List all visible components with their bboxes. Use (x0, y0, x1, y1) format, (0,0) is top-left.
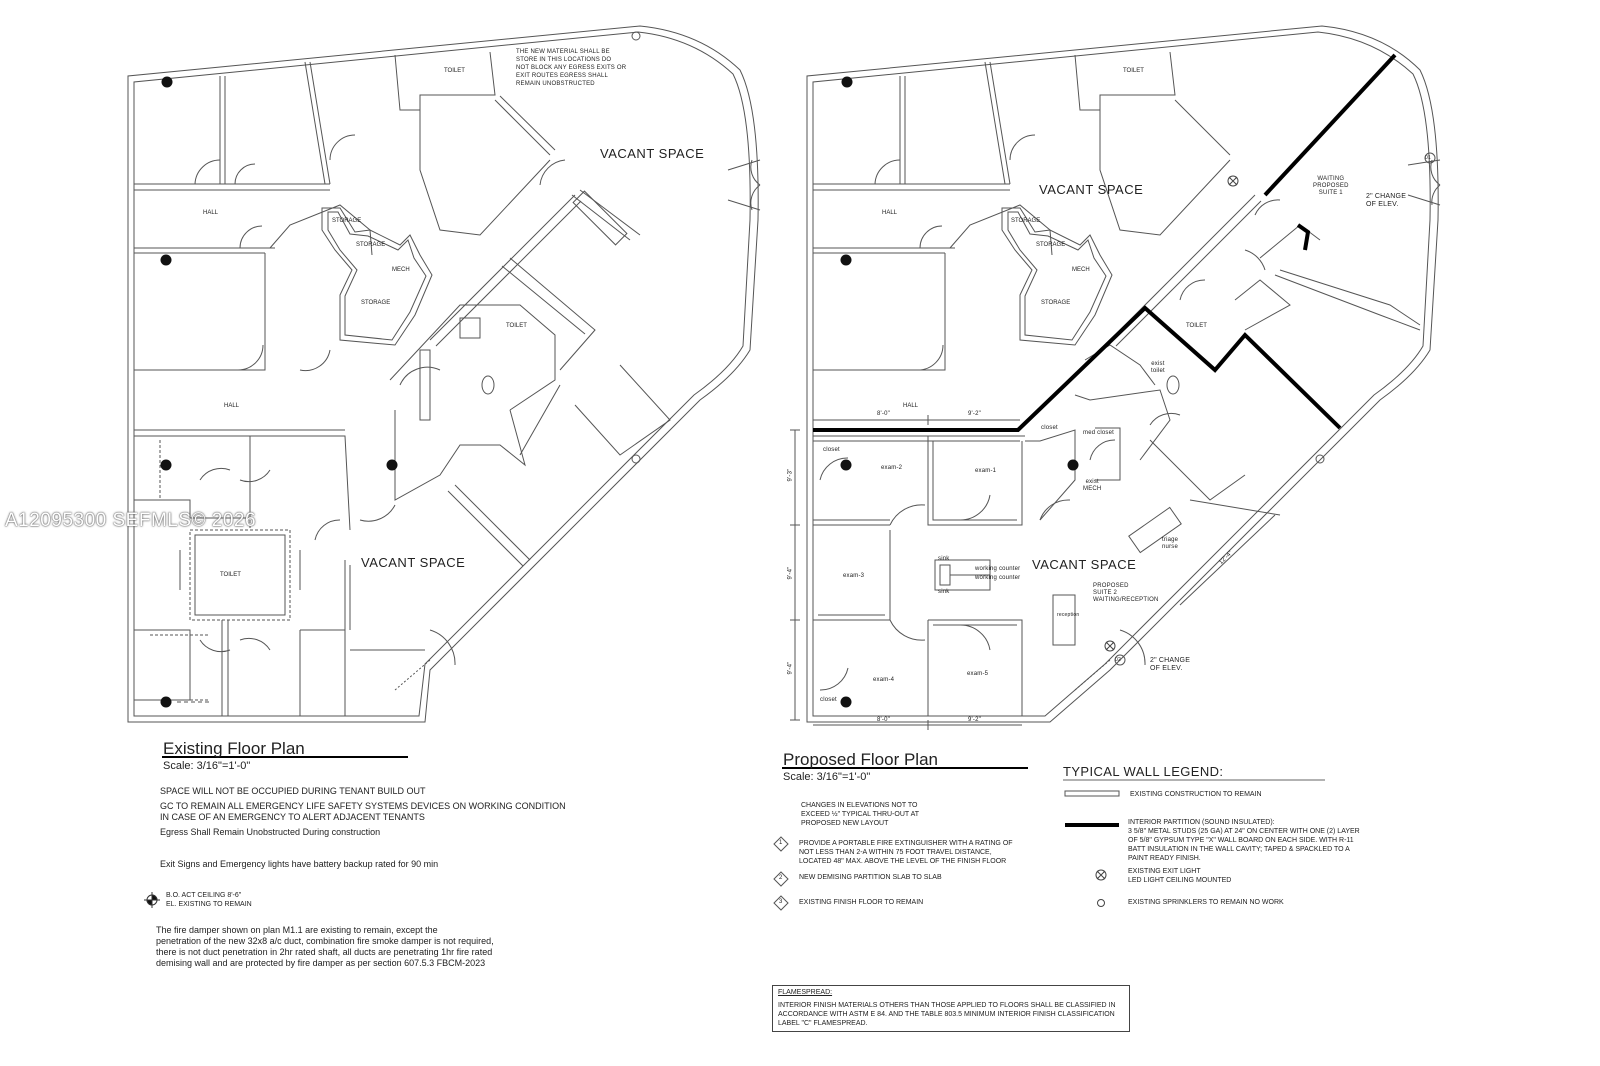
suite-2-line: SUITE 2 (1093, 590, 1118, 596)
existing-hall-label: HALL (203, 210, 219, 216)
ceiling-height-symbol (144, 892, 160, 908)
mark-02: 02 (1115, 657, 1121, 663)
existing-note-exit-signs: Exit Signs and Emergency lights have battery backup rated for 90 min (160, 859, 439, 869)
keyed-note-number: 3 (779, 899, 783, 905)
elev-change-note-1 (1366, 193, 1406, 209)
proposed-storage-label: STORAGE (1036, 242, 1066, 248)
legend-swatches (1065, 791, 1119, 907)
mark-01: 01 (1425, 155, 1431, 161)
keyed-note-3: EXISTING FINISH FLOOR TO REMAIN (799, 899, 924, 906)
material-note-line: THE NEW MATERIAL SHALL BE (516, 49, 610, 55)
exam-5-label: exam-5 (967, 671, 989, 677)
suite-2-line: WAITING/RECEPTION (1093, 597, 1159, 603)
existing-vacant-space-top: VACANT SPACE (600, 146, 705, 161)
dim-side-2: 9'-4" (787, 566, 794, 580)
legend-sprinklers: EXISTING SPRINKLERS TO REMAIN NO WORK (1128, 899, 1284, 906)
dim-diagonal: 12'-4" (1218, 550, 1235, 566)
existing-notes (160, 786, 566, 838)
exam-4-label: exam-4 (873, 677, 895, 683)
suite-1-label (1313, 176, 1349, 197)
suite-1-line: PROPOSED (1313, 183, 1349, 189)
legend-existing-wall: EXISTING CONSTRUCTION TO REMAIN (1130, 791, 1262, 798)
legend-partition-line: OF 5/8" GYPSUM TYPE "X" WALL BOARD ON EACH SIDE. WITH R-11 (1128, 837, 1354, 844)
exam-2-label: exam-2 (881, 465, 903, 471)
exam-3-label: exam-3 (843, 573, 865, 579)
closet-label: closet (823, 447, 840, 453)
existing-storage-label: STORAGE (356, 242, 386, 248)
existing-toilet-label: TOILET (506, 323, 527, 329)
exist-mech-line: MECH (1083, 486, 1102, 492)
keyed-note-2: NEW DEMISING PARTITION SLAB TO SLAB (799, 874, 942, 881)
existing-vacant-space-bottom: VACANT SPACE (361, 555, 466, 570)
exist-toilet-line: exist (1151, 361, 1165, 367)
closet-label: closet (820, 697, 837, 703)
dim-bottom-right: 9'-2" (968, 717, 981, 723)
exist-toilet-line: toilet (1151, 368, 1165, 374)
dim-top-left: 8'-0" (877, 411, 890, 417)
legend-exit-light (1128, 867, 1231, 885)
existing-plan-scale: Scale: 3/16"=1'-0" (163, 760, 251, 772)
dim-side-1: 9'-3" (787, 468, 794, 482)
legend-partition-line: PAINT READY FINISH. (1128, 855, 1201, 862)
keyed-note-number: 2 (779, 875, 783, 881)
proposed-storage-label: STORAGE (1041, 300, 1071, 306)
elev-note-line: 2" CHANGE (1150, 657, 1191, 664)
flamespread-line: LABEL "C" FLAMESPREAD. (778, 1020, 868, 1027)
existing-toilet-label: TOILET (444, 68, 465, 74)
sink-label: sink (938, 589, 950, 595)
legend-exit-line: EXISTING EXIT LIGHT (1128, 868, 1201, 875)
exist-mech-line: exist (1085, 479, 1099, 485)
existing-plan-title: Existing Floor Plan (163, 739, 305, 758)
suite-2-label (1093, 583, 1159, 604)
proposed-hall-label: HALL (882, 210, 898, 216)
proposed-storage-label: STORAGE (1011, 218, 1041, 224)
elev-note-line: OF ELEV. (1150, 665, 1183, 672)
damper-note-line: The fire damper shown on plan M1.1 are existing to remain, except the (156, 925, 438, 935)
dim-top-right: 9'-2" (968, 411, 981, 417)
ceiling-note (166, 891, 252, 909)
med-closet-label: med closet (1083, 430, 1115, 436)
keyed-note-line: NOT LESS THAN 2-A WITHIN 75 FOOT TRAVEL DISTANCE, (799, 849, 992, 856)
working-counter-label: working counter (975, 575, 1021, 581)
exam-1-label: exam-1 (975, 468, 997, 474)
damper-note-line: there is not duct penetration in 2hr rated shaft, all ducts are penetrating 1hr fire rated (156, 947, 493, 957)
legend-partition-line: BATT INSULATION IN THE WALL CAVITY; TAPED & SPACKLED TO A (1128, 846, 1350, 853)
triage-line: triage (1162, 537, 1179, 543)
exist-toilet-label (1151, 361, 1165, 375)
suite-1-line: WAITING (1317, 176, 1345, 182)
keyed-note-number: 1 (779, 840, 783, 846)
material-note-line: STORE IN THIS LOCATIONS DO (516, 57, 612, 63)
proposed-toilet-label: TOILET (1186, 323, 1207, 329)
keyed-note-line: LOCATED 48" MAX. ABOVE THE LEVEL OF THE FINISH FLOOR (799, 858, 1007, 865)
existing-material-note (516, 48, 626, 88)
suite-1-line: SUITE 1 (1318, 190, 1343, 196)
proposed-elevation-notes (801, 801, 919, 828)
proposed-note-line: CHANGES IN ELEVATIONS NOT TO (801, 802, 918, 809)
reception-label: reception (1057, 612, 1080, 618)
fire-damper-note (156, 925, 494, 969)
triage-nurse-label (1162, 537, 1178, 551)
triage-line: nurse (1162, 544, 1179, 550)
proposed-plan-title: Proposed Floor Plan (783, 750, 938, 769)
proposed-light-fixtures (841, 77, 1079, 708)
existing-note: SPACE WILL NOT BE OCCUPIED DURING TENANT BUILD OUT (160, 786, 426, 796)
suite-2-line: PROPOSED (1093, 583, 1129, 589)
material-note-line: NOT BLOCK ANY EGRESS EXITS OR (516, 65, 627, 71)
proposed-hall-label: HALL (903, 403, 919, 409)
legend-exit-line: LED LIGHT CEILING MOUNTED (1128, 877, 1232, 884)
legend-partition-line: 3 5/8" METAL STUDS (25 GA) AT 24" ON CENTER WITH ONE (2) LAYER (1128, 828, 1360, 835)
working-counter-label: working counter (975, 566, 1021, 572)
flamespread-text (778, 1001, 1116, 1028)
elev-change-note-2 (1150, 657, 1190, 673)
flamespread-line: INTERIOR FINISH MATERIALS OTHERS THAN THOSE APPLIED TO FLOORS SHALL BE CLASSIFIED IN (778, 1002, 1116, 1009)
existing-note: Egress Shall Remain Unobstructed During construction (160, 827, 381, 837)
wall-legend-title: TYPICAL WALL LEGEND: (1063, 764, 1224, 779)
keyed-note-1 (799, 839, 1013, 866)
keyed-note-line: PROVIDE A PORTABLE FIRE EXTINGUISHER WITH A RATING OF (799, 840, 1013, 847)
elev-note-line: OF ELEV. (1366, 201, 1399, 208)
existing-storage-label: STORAGE (361, 300, 391, 306)
legend-partition-line: INTERIOR PARTITION (SOUND INSULATED): (1128, 819, 1275, 826)
existing-light-fixtures (161, 77, 398, 708)
existing-mech-label: MECH (392, 267, 410, 273)
existing-toilet-label: TOILET (220, 572, 241, 578)
proposed-plan-scale: Scale: 3/16"=1'-0" (783, 771, 871, 783)
damper-note-line: demising wall and are protected by fire damper as per section 607.5.3 FBCM-2023 (156, 958, 486, 968)
legend-interior-partition (1128, 818, 1360, 863)
existing-plan-walls (128, 26, 760, 722)
existing-note: GC TO REMAIN ALL EMERGENCY LIFE SAFETY SYSTEMS DEVICES ON WORKING CONDITION (160, 801, 566, 811)
proposed-vacant-space-top: VACANT SPACE (1039, 182, 1144, 197)
closet-label: closet (1041, 425, 1058, 431)
ceiling-note-line: EL. EXISTING TO REMAIN (166, 901, 252, 908)
ceiling-note-line: B.O. ACT CEILING 8'-6" (166, 892, 242, 899)
material-note-line: EXIT ROUTES EGRESS SHALL (516, 73, 609, 79)
damper-note-line: penetration of the new 32x8 a/c duct, combination fire smoke damper is not required, (156, 936, 494, 946)
proposed-note-line: PROPOSED NEW LAYOUT (801, 820, 889, 827)
flamespread-box (772, 985, 1130, 1032)
elev-note-line: 2" CHANGE (1366, 193, 1407, 200)
proposed-mech-label: MECH (1072, 267, 1090, 273)
exist-mech-label (1083, 479, 1101, 493)
dim-side-3: 9'-4" (787, 661, 794, 675)
mls-watermark: A12095300 SEFMLS© 2026 (5, 510, 257, 531)
flamespread-line: ACCORDANCE WITH ASTM E 84. AND THE TABLE 803.5 MINIMUM INTERIOR FINISH CLASSIFICATION (778, 1011, 1115, 1018)
material-note-line: REMAIN UNOBSTRUCTED (516, 81, 595, 87)
dim-bottom-left: 8'-0" (877, 717, 890, 723)
existing-note: IN CASE OF AN EMERGENCY TO ALERT ADJACENT TENANTS (160, 812, 425, 822)
proposed-vacant-space-bottom: VACANT SPACE (1032, 557, 1137, 572)
existing-hall-label: HALL (224, 403, 240, 409)
proposed-toilet-label: TOILET (1123, 68, 1144, 74)
existing-storage-label: STORAGE (332, 218, 362, 224)
proposed-note-line: EXCEED ½" TYPICAL THRU-OUT AT (801, 811, 920, 818)
sink-label: sink (938, 556, 950, 562)
proposed-plan-walls (790, 26, 1440, 730)
flamespread-title: FLAMESPREAD: (778, 989, 833, 996)
